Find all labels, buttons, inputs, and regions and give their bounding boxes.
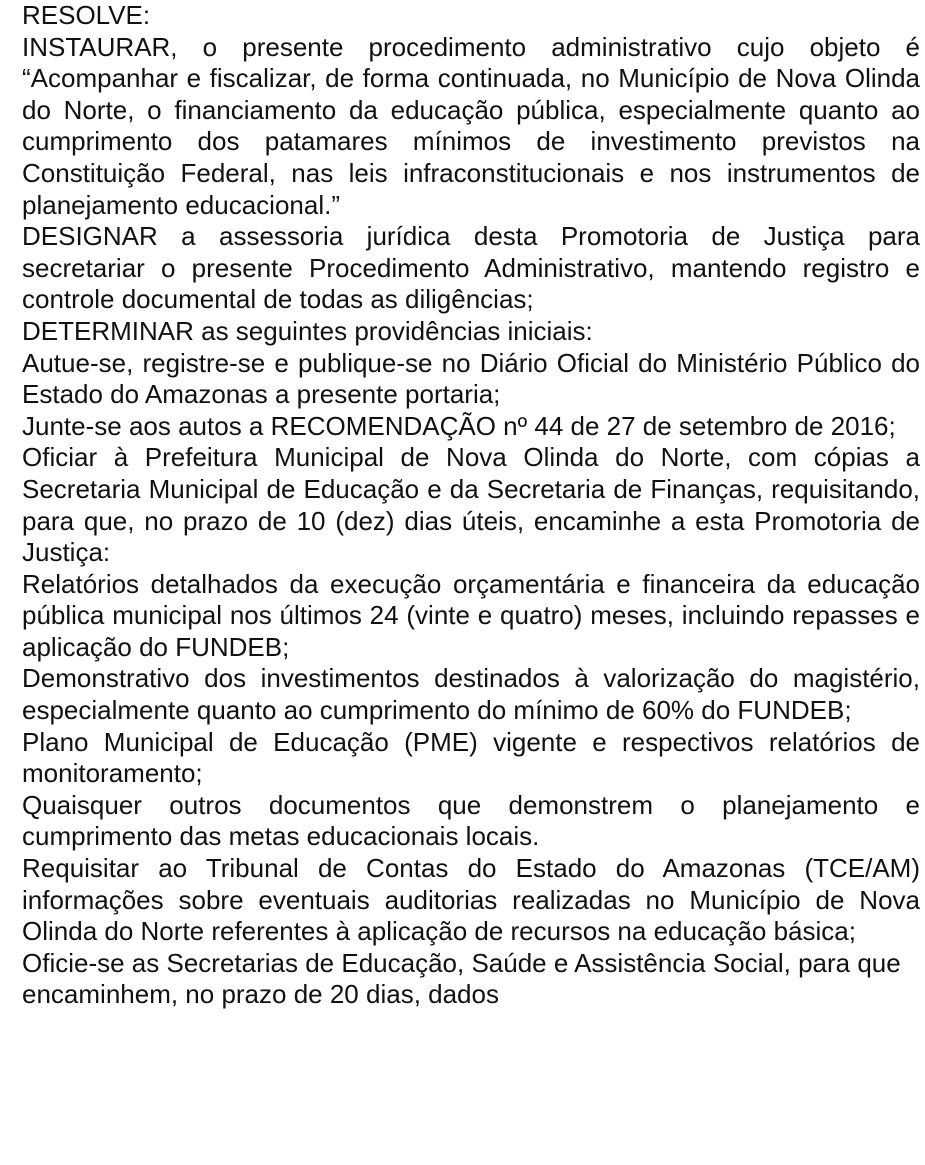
paragraph-designar: DESIGNAR a assessoria jurídica desta Promotoria de Justiça para secretariar o presente Procedimento Administrativo, mantendo registro e controle documental de todas as diligências; — [22, 221, 920, 315]
paragraph-instaurar: INSTAURAR, o presente procedimento administrativo cujo objeto é “Acompanhar e fiscalizar, de forma continuada, no Município de Nova Olinda do Norte, o financiamento da educação pública, especialmente quanto ao cumprimento dos patamares mínimos de investimento previstos na Constituição Federal, nas leis infraconstitucionais e nos instrumentos de planejamento educacional.” — [22, 31, 920, 220]
paragraph-demonstrativo: Demonstrativo dos investimentos destinados à valorização do magistério, especialmente quanto ao cumprimento do mínimo de 60% do FUNDEB; — [22, 663, 920, 726]
paragraph-oficiar-prefeitura: Oficiar à Prefeitura Municipal de Nova Olinda do Norte, com cópias a Secretaria Municipal de Educação e da Secretaria de Finanças, requisitando, para que, no prazo de 10 (dez) dias úteis, encaminhe a esta Promotoria de Justiça: — [22, 442, 920, 568]
paragraph-relatorios: Relatórios detalhados da execução orçamentária e financeira da educação pública municipal nos últimos 24 (vinte e quatro) meses, incluindo repasses e aplicação do FUNDEB; — [22, 568, 920, 662]
paragraph-quaisquer-documentos: Quaisquer outros documentos que demonstrem o planejamento e cumprimento das metas educacionais locais. — [22, 789, 920, 852]
paragraph-junte-se: Junte-se aos autos a RECOMENDAÇÃO nº 44 de 27 de setembro de 2016; — [22, 410, 896, 441]
paragraph-autue-se: Autue-se, registre-se e publique-se no Diário Oficial do Ministério Público do Estado do Amazonas a presente portaria; — [22, 347, 920, 410]
paragraph-requisitar-tce: Requisitar ao Tribunal de Contas do Estado do Amazonas (TCE/AM) informações sobre eventuais auditorias realizadas no Município de Nova Olinda do Norte referentes à aplicação de recursos na educação básica; — [22, 853, 920, 947]
paragraph-oficie-se-secretarias: Oficie-se as Secretarias de Educação, Saúde e Assistência Social, para que encaminhem, no prazo de 20 dias, dados — [22, 947, 901, 1010]
paragraph-plano-municipal: Plano Municipal de Educação (PME) vigente e respectivos relatórios de monitoramento; — [22, 726, 920, 789]
paragraph-determinar: DETERMINAR as seguintes providências iniciais: — [22, 315, 593, 346]
heading-resolve: RESOLVE: — [22, 0, 151, 30]
